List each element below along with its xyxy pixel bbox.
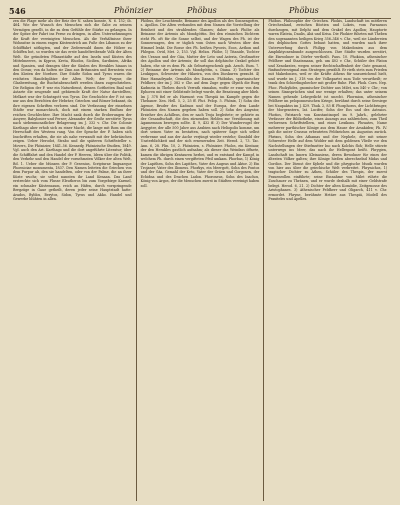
page-number: 546: [9, 6, 26, 16]
page-header: [9, 4, 391, 19]
text-column-middle: Phöbus, der Leuchtende, Beiname des Apollon als des Sonnengottes, s. Apollon. Die Alten verbanden mit dem Namen die Vorstellung der Reinheit und des strahlenden Glanzes; daher auch Phöbe als Beiname der Artemis als Mondgöttin. Bei den römischen Dichtern steht Ph. oft für die Sonne selbst, und der Wagen des Ph. ist der Sonnenwagen, den er täglich vom Osten nach Westen über den Himmel lenkt. Die Rosse des Ph. heißen Pyroeis, Eoos, Aethon und Phlegon. Ovid, Met. 2, 153. Vgl. Helios. Phöbe, 1) Titanide, Tochter des Uranos und der Gäa, Mutter der Leto und Asteria, Großmutter des Apollon und der Artemis; ihr soll das delphische Orakel gehört haben, ehe sie es dem Ph. als Geburtsgeschenk gab. Aesch. Eum. 7. 2) Beiname der Artemis als Mondgöttin, s. Diana. 3) Tochter des Leukippos, Schwester der Hilaeira, von den Dioskuren geraubt. 4) Eine Hamadryade, Gemahlin des Danaos. Phöbidas, spartanischer Feldherr, der im J. 382 v. Chr. auf dem Zuge gegen Olynth die Burg Kadmeia in Theben durch Verrath einnahm, wofür er zwar von den Ephoren mit einer Geldstrafe belegt wurde, die Besatzung aber blieb. Im J. 378 fiel er als Harmost von Thespiä im Kampfe gegen die Thebaner. Xen. Hell. 5, 2, 25 ff. Plut. Pelop. 5. Phönix, 1) Sohn des Agenor, Bruder des Kadmos und der Europa, der dem Lande Phönizien den Namen gegeben haben soll. 2) Sohn des Amyntor, Erzieher des Achilleus, den er nach Troja begleitete; er gehörte zu der Gesandtschaft, die den zürnenden Helden zur Versöhnung mit Agamemnon bewegen sollte. Il. 9, 432 ff. 3) Der Wundervogel der Aegypter, der alle 500 Jahre aus Arabien nach Heliopolis komme, um dort seinen Vater zu bestatten, nach späterer Sage sich selbst verbrenne und aus der Asche verjüngt wieder erstehe; Sinnbild der Unsterblichkeit und der sich erneuernden Zeit. Herod. 2, 73. Tac. Ann. 6, 28. Plin. 10, 2. Phönizien, s. Phönizier. Pholos, ein Kentaur, der den Herakles gastlich aufnahm; als dieser das Weinfass öffnete, kamen die übrigen Kentauren herbei, und es entstand der Kampf, in welchem Ph. durch einen vergifteten Pfeil umkam. Phorbas, 1) König der Lapithen, Sohn des Lapithes, Vater des Augeas und Aktor. 2) Ein Trojaner, Vater des Ilioneus. Phorkys, ein Meergott, Sohn des Pontos und der Gäa, Gemahl der Keto, Vater der Gräen und Gorgonen, der Echidna und des Drachen Ladon. Phoroneus, Sohn des Inachos, König von Argos, der die Menschen zuerst in Städten vereinigt haben soll.: [140, 19, 260, 188]
text-columns: [9, 19, 391, 501]
text-column-left: zen die Plage mehr als der Reiz der N. sahen konnte, N. 6. 152; ib. 464. Wie der Wunsch des Menschen sich die Gabe zu seinem Vermögen gesellt, in die zu dem Gefühle der Stärke zu gelangen. In der Spitze der Fahrt ins Ferne zu dringen, in allen Unternehmungen die Kraft der vereinigten Menschen. Als die Verhältnisse ihrer Wohnsitze in einem engen Küstenstrich am Fuße des Libanon zu der Schifffahrt nöthigten, und der Zedernwald ihnen die Hölzer zu Schiffen bot, so wurden sie das erste handeltreibende Volk der Alten Welt. Sie gründeten Pflanzstädte auf den Inseln und Küsten des Mittelmeeres, in Kypros, Kreta, Rhodos, Sicilien, Sardinien, Afrika und Spanien, und drangen über die Säulen des Herakles hinaus in den Ocean; von da holten sie Zinn aus Britannien und Bernstein von den Küsten der Nordsee. Ihre Städte Sidon und Tyrus waren die reichsten Handelsplätze der Alten Welt; der Purpur, die Glasbereitung, die Buchstabenschrift werden ihnen zugeschrieben. Die Religion der P. war ein Naturdienst, dessen Gottheiten Baal und Astarte die zeugende und gebärende Kraft der Natur darstellten; Melkart war der Schutzgott von Tyrus. Die Geschichte der P. ist uns nur aus den Berichten der Hebräer, Griechen und Römer bekannt, da ihre eigenen Schriften verloren sind. Die Verfassung der einzelnen Städte war monarchisch, doch mit einem starken Einfluss der reichen Geschlechter. Ihre Macht sank durch die Eroberungen der Assyrer, Babylonier und Perser; Alexander der Große zerstörte Tyrus nach siebenmonatlicher Belagerung im J. 332 v. Chr. Die Colonie Karthago aber erhob sich zu einer Macht, die lange mit Rom um die Herrschaft des Westens rang. Von der Sprache der P. haben sich Inschriften erhalten, die sie als nahe verwandt mit der hebräischen zeigen. Ueber Herodot, Strabo und die späteren Schriftsteller s. Movers, Die Phönizier, 1841–56. Kennedy, Phönizische Studien, 1849. Vgl. auch den Art. Karthago und die dort angeführte Literatur; über die Schifffahrt und den Handel der P. Heeren, Ideen über die Politik, den Verkehr und den Handel der vornehmsten Völker der alten Welt, Bd. 1. Ueber die Münzen der P. Gesenius, Scripturae linguaeque Phoeniciae monumenta, 1837. Den Namen leiteten die Griechen von dem Purpur ab, den sie handelten, oder von der Palme, die an ihrer Küste wuchs; sie selbst nannten ihr Land Kenaan. Das Land erstreckte sich vom Flusse Eleutheros bis zum Vorgebirge Karmel, ein schmaler Küstensaum, reich an Häfen, durch vorspringende Bergzüge in Gaue getheilt, deren jeder seine Hauptstadt hatte: Arados, Byblos, Berytos, Sidon, Tyrus und Akko. Handel und Gewerbe blühten in allen.: [13, 19, 132, 202]
running-head-right: Phöbus: [289, 6, 319, 15]
running-head-left: Phönizier: [114, 6, 153, 15]
running-head-center: Phöbus: [187, 6, 217, 15]
text-column-right: Phöbus. Philosophie der Griechen. Phokis, Landschaft im mittleren Griechenland, zwischen Böotien und Lokris, vom Parnassos durchzogen, mit Delphi und dem Orakel des Apollon; Hauptorte waren Elateia, Daulis, Abä und Krisa. Die Phokier führten mit Theben den sogenannten heiligen Krieg 356–346 v. Chr., weil sie Ländereien des delphischen Gottes bebaut hatten, und wurden nach ihrer Unterwerfung durch Philipp von Makedonien aus dem Amphiktyonenbunde ausgeschlossen. Ihre Städte wurden zerstört, die Einwohner in Dörfer vertheilt. Paus. 10. Phokion, athenischer Feldherr und Staatsmann, geb. um 402 v. Chr., Schüler des Platon und Xenokrates, wegen seiner Rechtschaffenheit der Gute genannt, fünfundvierzigmal zum Strategen gewählt. Er rieth stets zum Frieden mit Makedonien, weil er die Kräfte Athens für unzureichend hielt, und wurde im J. 318 von der Volkspartei zum Tode verurtheilt; er trank den Schierlingsbecher mit großer Ruhe. Plut. Phok. Corn. Nep. Phoc. Phokylides, gnomischer Dichter aus Milet, um 540 v. Chr.; von seinen Sinnsprüchen sind nur wenige erhalten; das unter seinem Namen gehende Lehrgedicht ist unecht. Phormion, athenischer Feldherr im peloponnesischen Kriege, berühmt durch seine Seesiege bei Naupaktos im J. 429. Thuk. 2, 83 ff. Phosphoros, der Lichtbringer, der Morgenstern, lat. Lucifer, Sohn der Eos und des Astraios. Photios, Patriarch von Konstantinopel im 9. Jahrh., gelehrter Verfasser der Bibliotheke, eines Auszugs aus zahlreichen, zum Theil verlorenen Schriftstellern, und eines Lexikons. Phraates, Name mehrerer parthischer Könige aus dem Hause der Arsakiden; Ph. IV. gab die unter Crassus erbeuteten Feldzeichen an Augustus zurück. Phrixos, Sohn des Athamas und der Nephele, der mit seiner Schwester Helle auf dem Widder mit dem goldenen Vließe vor den Nachstellungen der Stiefmutter Ino nach Kolchis floh; Helle stürzte unterwegs ins Meer, das nach ihr Hellespont heißt. Phrygien, Landschaft im Innern Kleinasiens, deren Bewohner für eines der ältesten Völker galten; ihre Könige hießen abwechselnd Midas und Gordios. Der Dienst der Kybele und die phrygische Musik wurden von hier aus über die griechische Welt verbreitet. Phrynichos, 1) tragischer Dichter zu Athen, Schüler des Thespis, der zuerst Frauenrollen einführte; seine Einnahme von Milet rührte die Zuschauer zu Thränen, und er wurde deshalb mit einer Geldstrafe belegt. Herod. 6, 21. 2) Dichter der alten Komödie, Zeitgenosse des Aristophanes. 3) Athenischer Feldherr und Oligarch, 411 v. Chr. ermordet. Phryne, berühmte Hetäre aus Thespiä, Modell des Praxiteles und Apelles.: [268, 19, 388, 202]
